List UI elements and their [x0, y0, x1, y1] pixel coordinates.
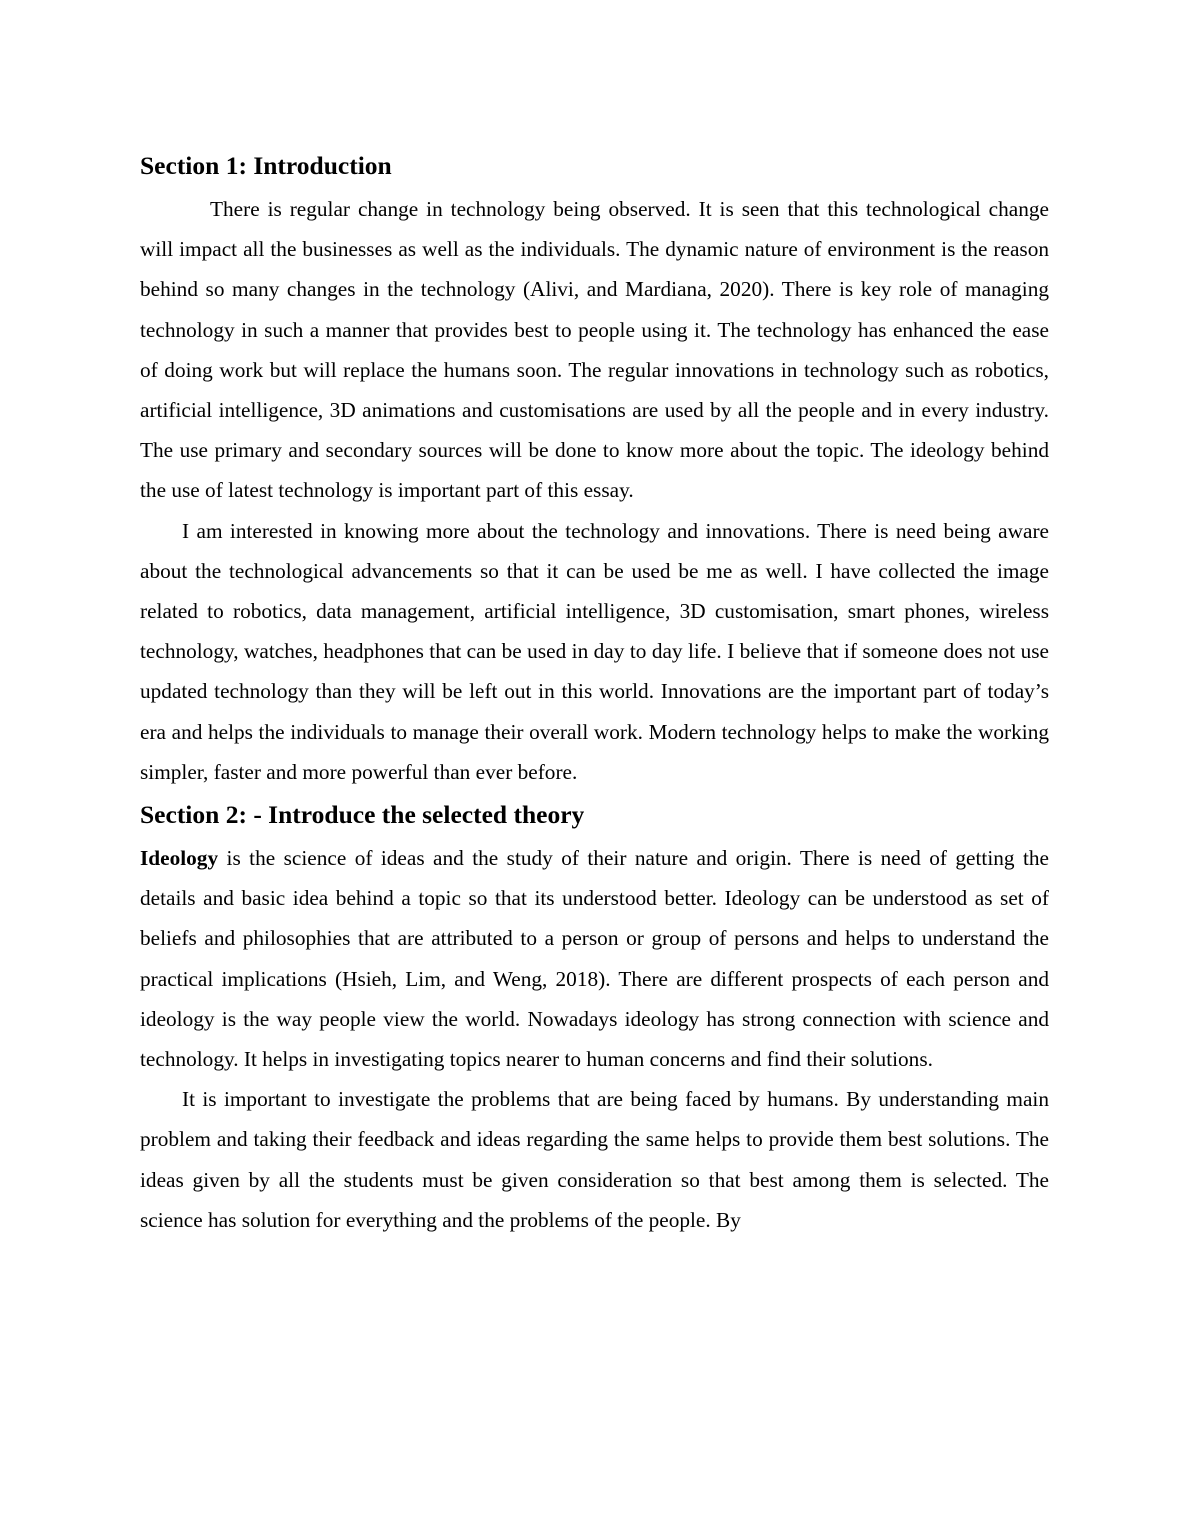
- ideology-term: Ideology: [140, 846, 219, 871]
- section-2-paragraph-1: [140, 838, 1049, 1079]
- section-1-heading: Section 1: Introduction: [140, 151, 392, 180]
- section-2-heading: Section 2: - Introduce the selected theory: [140, 800, 585, 830]
- document-body: [140, 148, 1049, 1240]
- section-1-paragraph-1: There is regular change in technology being observed. It is seen that this technological change will impact all the businesses as well as the individuals. The dynamic nature of environment is the reason behind so many changes in the technology (Alivi, and Mardiana, 2020). There is key role of managing technology in such a manner that provides best to people using it. The technology has enhanced the ease of doing work but will replace the humans soon. The regular innovations in technology such as robotics, artificial intelligence, 3D animations and customisations are used by all the people and in every industry. The use primary and secondary sources will be done to know more about the topic. The ideology behind the use of latest technology is important part of this essay.: [140, 197, 1049, 503]
- section-2-paragraph-1-text: is the science of ideas and the study of their nature and origin. There is need of getting the details and basic idea behind a topic so that its understood better. Ideology can be understood as set of beliefs and philosophies that are attributed to a person or group of persons and helps to understand the practical implications (Hsieh, Lim, and Weng, 2018). There are different prospects of each person and ideology is the way people view the world. Nowadays ideology has strong connection with science and technology. It helps in investigating topics nearer to human concerns and find their solutions.: [140, 846, 1049, 1072]
- section-1-paragraph-2: I am interested in knowing more about the technology and innovations. There is need being aware about the technological advancements so that it can be used be me as well. I have collected the image related to robotics, data management, artificial intelligence, 3D customisation, smart phones, wireless technology, watches, headphones that can be used in day to day life. I believe that if someone does not use updated technology than they will be left out in this world. Innovations are the important part of today’s era and helps the individuals to manage their overall work. Modern technology helps to make the working simpler, faster and more powerful than ever before.: [140, 518, 1049, 784]
- section-2-paragraph-2: It is important to investigate the problems that are being faced by humans. By understanding main problem and taking their feedback and ideas regarding the same helps to provide them best solutions. The ideas given by all the students must be given consideration so that best among them is selected. The science has solution for everything and the problems of the people. By: [140, 1087, 1049, 1232]
